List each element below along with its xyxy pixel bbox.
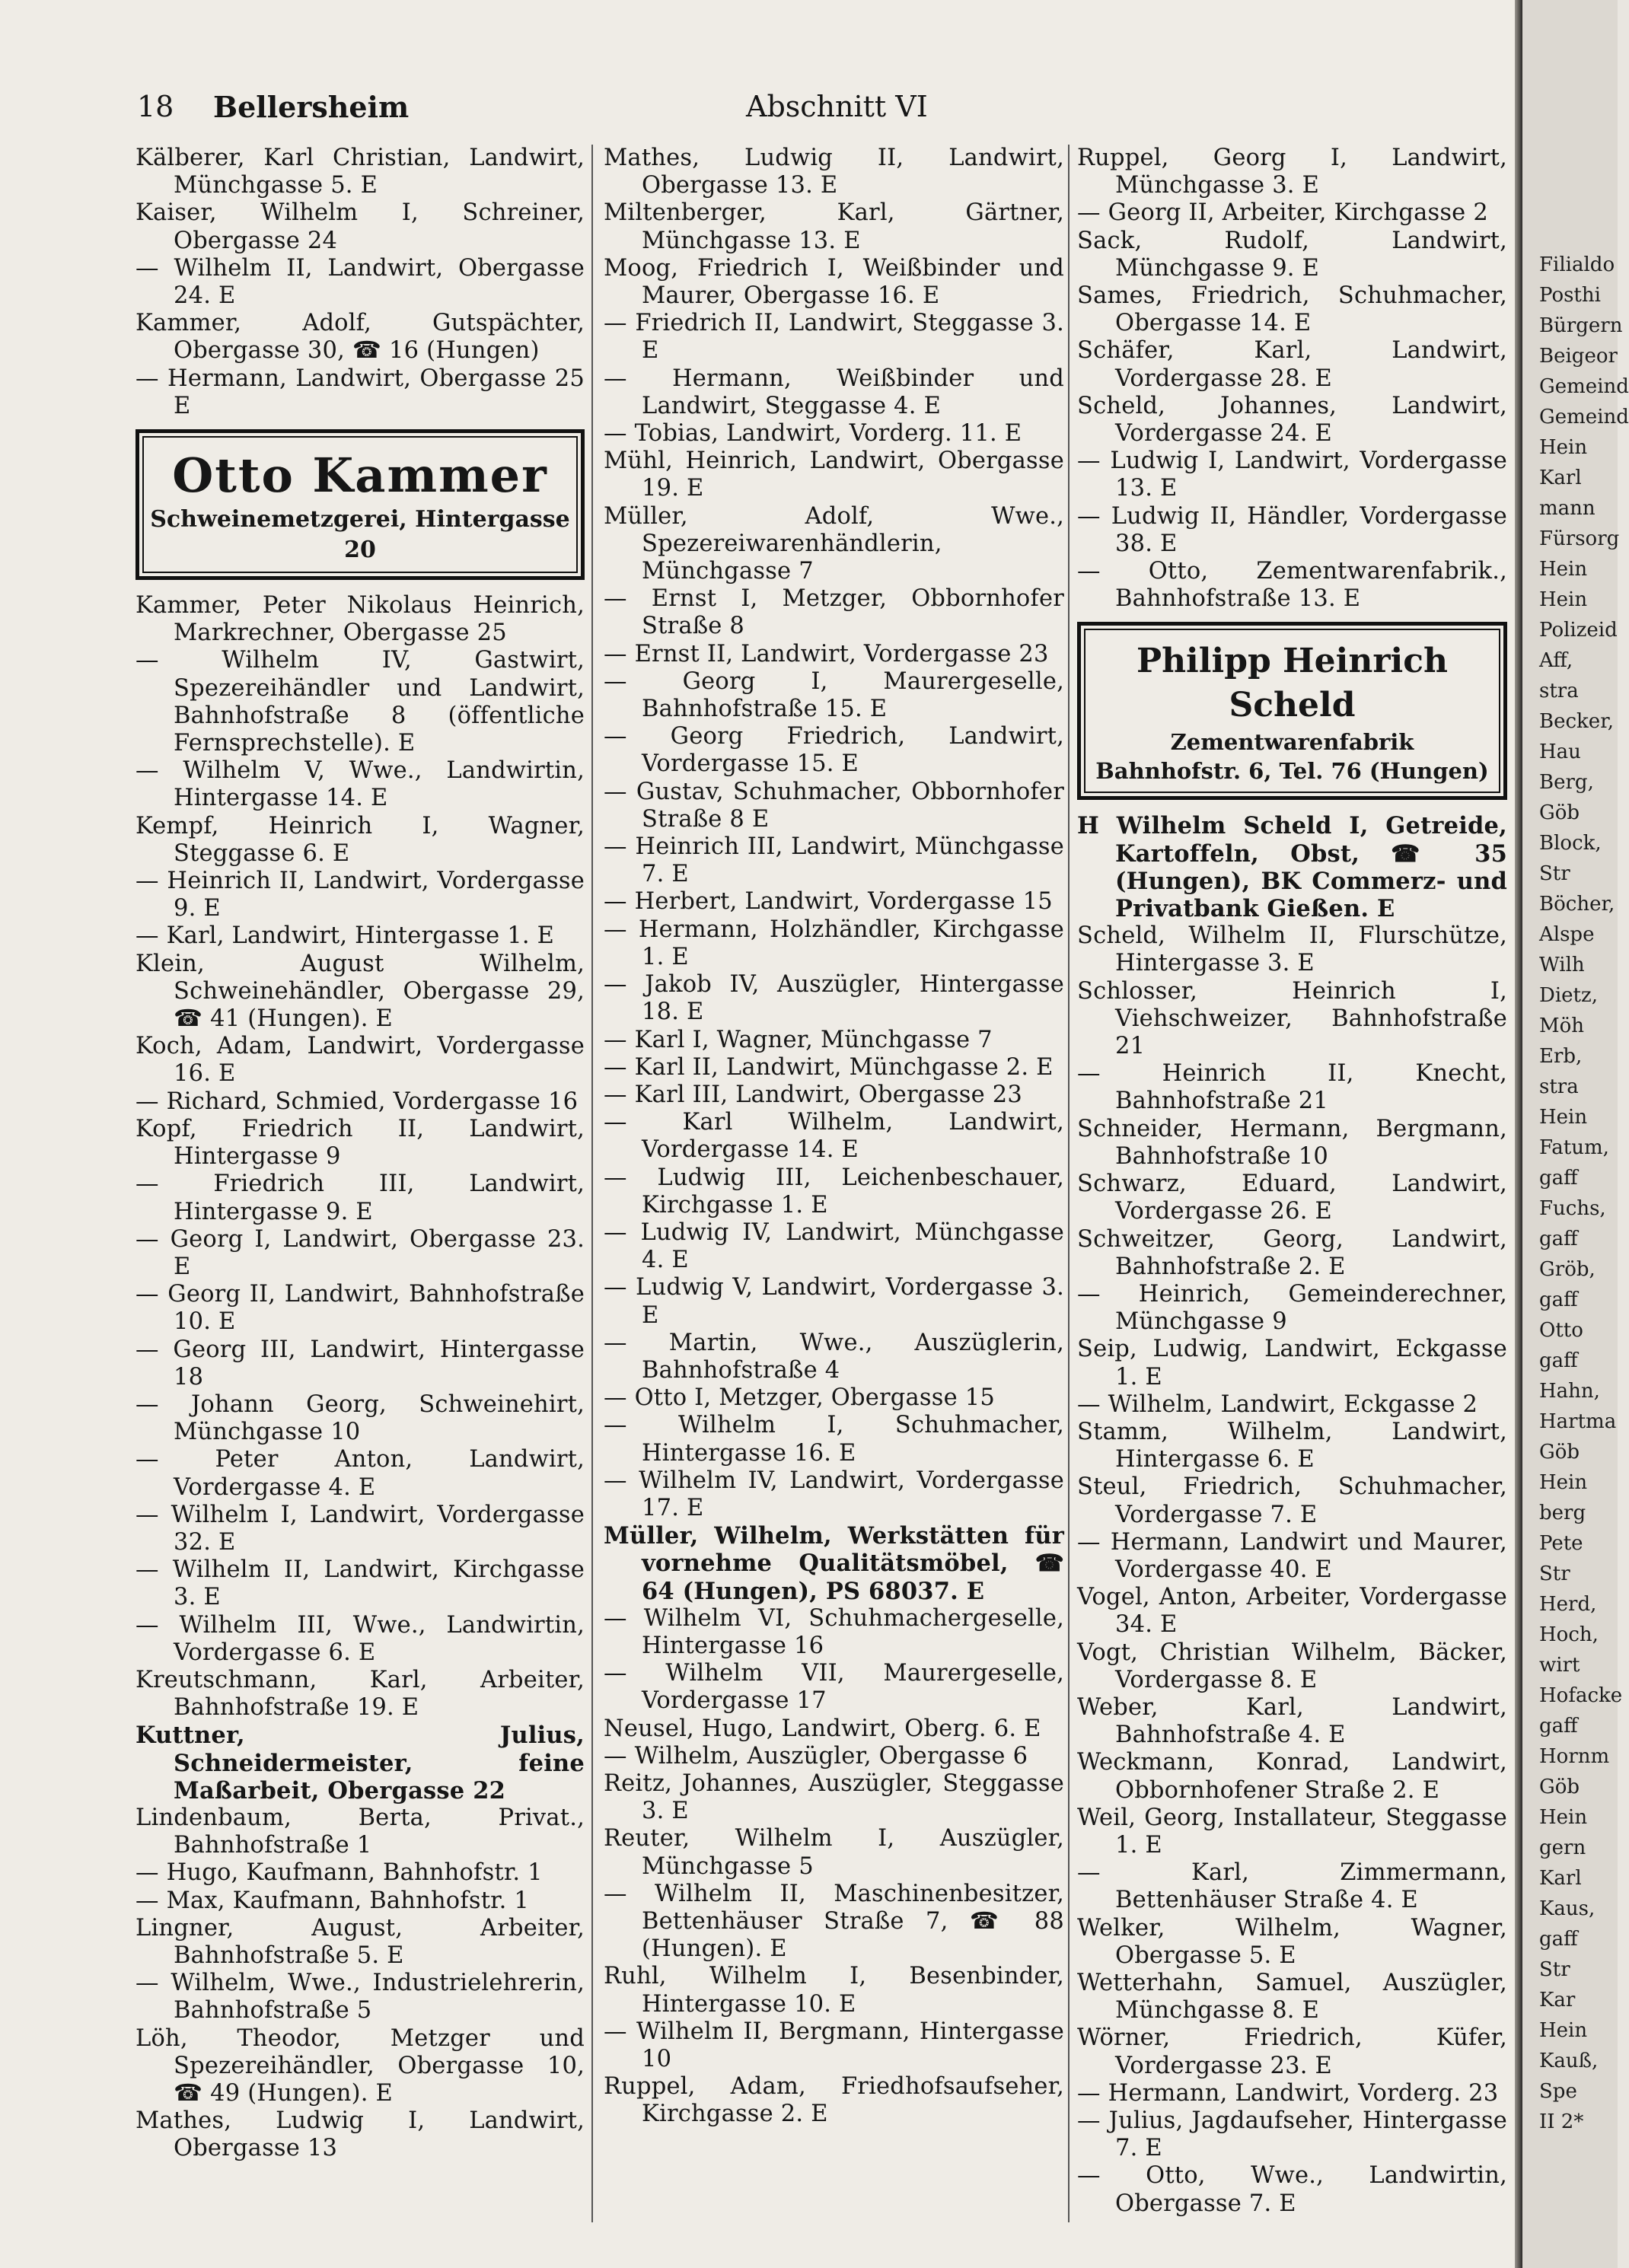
fragment-text: gaff	[1539, 1288, 1578, 1311]
fragment-text: Kar	[1539, 1989, 1576, 2012]
directory-entry: — Julius, Jagdaufseher, Hintergasse 7. E	[1077, 2107, 1507, 2162]
directory-entry: — Wilhelm III, Wwe., Landwirtin, Vordergasse 6. E	[135, 1611, 585, 1666]
page-header	[137, 90, 1500, 135]
directory-entry: Kreutschmann, Karl, Arbeiter, Bahnhofstraße 19. E	[135, 1666, 585, 1722]
adjacent-page-fragment	[1522, 0, 1629, 2268]
fragment-text: Fatum,	[1539, 1136, 1609, 1159]
directory-entry: — Otto, Wwe., Landwirtin, Obergasse 7. E	[1077, 2162, 1507, 2217]
fragment-text: mann	[1539, 497, 1596, 520]
fragment-text: Posthi	[1539, 284, 1601, 307]
fragment-text: Block,	[1539, 832, 1602, 855]
column-divider	[591, 145, 593, 2222]
fragment-text: Kaus,	[1539, 1897, 1596, 1920]
fragment-text: gaff	[1539, 1928, 1578, 1951]
directory-entry: Weil, Georg, Installateur, Steggasse 1. E	[1077, 1804, 1507, 1859]
directory-entry: Kammer, Peter Nikolaus Heinrich, Markrechner, Obergasse 25	[135, 592, 585, 647]
fragment-text: Göb	[1539, 1441, 1580, 1464]
fragment-text: Hein	[1539, 1806, 1588, 1829]
bold-entry: Kuttner, Julius, Schneidermeister, feine Maßarbeit, Obergasse 22	[135, 1722, 585, 1805]
fragment-text: Herd,	[1539, 1593, 1597, 1616]
directory-entry: — Karl II, Landwirt, Münchgasse 2. E	[604, 1053, 1054, 1081]
column-1	[135, 145, 585, 2245]
directory-entry: Ruppel, Georg I, Landwirt, Münchgasse 3. E	[1077, 145, 1507, 199]
directory-entry: — Friedrich III, Landwirt, Hintergasse 9. E	[135, 1171, 585, 1225]
directory-entry: Schäfer, Karl, Landwirt, Vordergasse 28. E	[1077, 337, 1507, 392]
directory-entry: Vogt, Christian Wilhelm, Bäcker, Vordergasse 8. E	[1077, 1639, 1507, 1693]
fragment-text: Hartma	[1539, 1410, 1617, 1433]
ad-otto-kammer	[135, 429, 585, 580]
directory-entry: — Jakob IV, Auszügler, Hintergasse 18. E	[604, 971, 1064, 1026]
directory-entry: Koch, Adam, Landwirt, Vordergasse 16. E	[135, 1033, 585, 1088]
fragment-text: Hein	[1539, 588, 1588, 611]
entry-list-1b	[135, 592, 585, 1722]
directory-entry: — Ludwig I, Landwirt, Vordergasse 13. E	[1077, 448, 1507, 502]
fragment-text: Hau	[1539, 741, 1581, 763]
fragment-text: Hofacke	[1539, 1684, 1623, 1707]
directory-entry: — Ludwig V, Landwirt, Vordergasse 3. E	[604, 1274, 1064, 1329]
directory-entry: Scheld, Wilhelm II, Flurschütze, Hintergasse 3. E	[1077, 922, 1507, 977]
directory-entry: — Hermann, Landwirt, Vorderg. 23	[1077, 2079, 1499, 2107]
directory-entry: — Johann Georg, Schweinehirt, Münchgasse 10	[135, 1390, 585, 1446]
fragment-text: Berg,	[1539, 771, 1594, 794]
fragment-text: Gemeind	[1539, 375, 1629, 398]
fragment-text: Filialdo	[1539, 253, 1615, 276]
bold-entry: H Wilhelm Scheld I, Getreide, Kartoffeln, Obst, ☎ 35 (Hungen), BK Commerz- und Privatbank Gießen. E	[1077, 812, 1507, 923]
directory-entry: Vogel, Anton, Arbeiter, Vordergasse 34. E	[1077, 1584, 1507, 1639]
fragment-text: wirt	[1539, 1654, 1580, 1677]
entry-list-1a	[135, 145, 585, 420]
directory-entry: — Ludwig IV, Landwirt, Münchgasse 4. E	[604, 1218, 1064, 1274]
directory-entry: — Wilhelm VII, Maurergeselle, Vordergasse 17	[604, 1660, 1064, 1715]
directory-entry: — Wilhelm II, Landwirt, Obergasse 24. E	[135, 254, 585, 310]
fragment-text: Karl	[1539, 1867, 1582, 1890]
directory-entry: — Georg I, Landwirt, Obergasse 23. E	[135, 1225, 585, 1280]
directory-entry: — Ernst I, Metzger, Obbornhofer Straße 8	[604, 585, 1064, 640]
directory-entry: — Wilhelm II, Bergmann, Hintergasse 10	[604, 2018, 1064, 2073]
directory-entry: — Heinrich II, Landwirt, Vordergasse 9. E	[135, 868, 585, 922]
directory-entry: Steul, Friedrich, Schuhmacher, Vordergasse 7. E	[1077, 1473, 1507, 1528]
directory-entry: Moog, Friedrich I, Weißbinder und Maurer, Obergasse 16. E	[604, 254, 1064, 310]
fragment-text: Gemeind	[1539, 406, 1629, 428]
ad-title: Otto Kammer	[172, 448, 548, 504]
directory-entry: — Gustav, Schuhmacher, Obbornhofer Straße 8 E	[604, 778, 1064, 833]
directory-entry: — Karl I, Wagner, Münchgasse 7	[604, 1026, 993, 1053]
directory-entry: — Wilhelm VI, Schuhmachergeselle, Hintergasse 16	[604, 1604, 1064, 1659]
directory-entry: Weber, Karl, Landwirt, Bahnhofstraße 4. E	[1077, 1693, 1507, 1749]
directory-entry: — Wilhelm II, Landwirt, Kirchgasse 3. E	[135, 1556, 585, 1611]
column-2	[604, 145, 1064, 2245]
directory-entry: Kammer, Adolf, Gutspächter, Obergasse 30, ☎ 16 (Hungen)	[135, 310, 585, 365]
fragment-text: Becker,	[1539, 710, 1615, 733]
entry-list-2b	[604, 1605, 1064, 2129]
book-gutter	[1515, 0, 1522, 2268]
bold-entry: Müller, Wilhelm, Werkstätten für vornehme Qualitätsmöbel, ☎ 64 (Hungen), PS 68037. E	[604, 1522, 1064, 1605]
directory-entry: — Martin, Wwe., Auszüglerin, Bahnhofstraße 4	[604, 1329, 1064, 1384]
directory-entry: Kälberer, Karl Christian, Landwirt, Münchgasse 5. E	[135, 145, 585, 199]
fragment-text: Polizeid	[1539, 619, 1618, 642]
directory-entry: — Hermann, Weißbinder und Landwirt, Steggasse 4. E	[604, 365, 1064, 419]
fragment-text: Beigeor	[1539, 345, 1618, 368]
directory-entry: Mathes, Ludwig I, Landwirt, Obergasse 13	[135, 2107, 585, 2162]
fragment-text: Pete	[1539, 1532, 1583, 1555]
directory-entry: — Peter Anton, Landwirt, Vordergasse 4. E	[135, 1446, 585, 1501]
fragment-text: stra	[1539, 680, 1579, 702]
fragment-text: Hein	[1539, 1106, 1588, 1129]
directory-entry: Neusel, Hugo, Landwirt, Oberg. 6. E	[604, 1715, 1041, 1742]
directory-entry: Welker, Wilhelm, Wagner, Obergasse 5. E	[1077, 1914, 1507, 1969]
fragment-text: Böcher,	[1539, 893, 1615, 916]
fragment-text: Hein	[1539, 558, 1588, 581]
directory-entry: Ruppel, Adam, Friedhofsaufseher, Kirchgasse 2. E	[604, 2073, 1064, 2128]
directory-entry: — Wilhelm, Auszügler, Obergasse 6	[604, 1742, 1028, 1769]
fragment-text: Gröb,	[1539, 1258, 1596, 1281]
directory-entry: — Wilhelm IV, Landwirt, Vordergasse 17. E	[604, 1467, 1064, 1521]
directory-entry: — Heinrich, Gemeinderechner, Münchgasse 9	[1077, 1280, 1507, 1336]
directory-entry: — Tobias, Landwirt, Vorderg. 11. E	[604, 420, 1022, 448]
directory-entry: Wetterhahn, Samuel, Auszügler, Münchgasse 8. E	[1077, 1969, 1507, 2024]
directory-entry: — Georg II, Arbeiter, Kirchgasse 2	[1077, 199, 1488, 227]
directory-entry: Kempf, Heinrich I, Wagner, Steggasse 6. E	[135, 812, 585, 867]
ad-title: Philipp Heinrich Scheld	[1136, 642, 1449, 725]
fragment-text: II 2*	[1539, 2110, 1584, 2133]
directory-entry: Mühl, Heinrich, Landwirt, Obergasse 19. E	[604, 448, 1064, 502]
fragment-text: Aff,	[1539, 649, 1573, 672]
directory-entry: — Georg I, Maurergeselle, Bahnhofstraße 15. E	[604, 667, 1064, 723]
directory-entry: — Georg Friedrich, Landwirt, Vordergasse 15. E	[604, 723, 1064, 778]
directory-entry: Miltenberger, Karl, Gärtner, Münchgasse 13. E	[604, 199, 1064, 254]
directory-entry: — Hugo, Kaufmann, Bahnhofstr. 1	[135, 1859, 543, 1887]
directory-entry: — Karl Wilhelm, Landwirt, Vordergasse 14. E	[604, 1109, 1064, 1164]
ad-line-2: Bahnhofstr. 6, Tel. 76 (Hungen)	[1095, 758, 1489, 785]
ad-philipp-heinrich-scheld	[1077, 622, 1507, 800]
directory-entry: Klein, August Wilhelm, Schweinehändler, Obergasse 29, ☎ 41 (Hungen). E	[135, 950, 585, 1033]
directory-entry: — Georg II, Landwirt, Bahnhofstraße 10. E	[135, 1281, 585, 1336]
directory-entry: — Ludwig III, Leichenbeschauer, Kirchgasse 1. E	[604, 1164, 1064, 1218]
directory-entry: Löh, Theodor, Metzger und Spezereihändler, Obergasse 10, ☎ 49 (Hungen). E	[135, 2024, 585, 2107]
directory-entry: Reitz, Johannes, Auszügler, Steggasse 3. E	[604, 1769, 1064, 1825]
directory-entry: Kaiser, Wilhelm I, Schreiner, Obergasse 24	[135, 199, 585, 254]
directory-entry: — Max, Kaufmann, Bahnhofstr. 1	[135, 1887, 529, 1914]
entry-list-1c	[135, 1805, 585, 2163]
directory-entry: Schlosser, Heinrich I, Viehschweizer, Bahnhofstraße 21	[1077, 977, 1507, 1060]
fragment-text: Hein	[1539, 2019, 1588, 2042]
fragment-text: Bürgern	[1539, 314, 1623, 337]
directory-entry: Sack, Rudolf, Landwirt, Münchgasse 9. E	[1077, 227, 1507, 282]
directory-entry: — Wilhelm, Wwe., Industrielehrerin, Bahnhofstraße 5	[135, 1970, 585, 2024]
fragment-text: Hein	[1539, 1471, 1588, 1494]
directory-entry: — Heinrich III, Landwirt, Münchgasse 7. E	[604, 833, 1064, 888]
directory-entry: — Wilhelm IV, Gastwirt, Spezereihändler und Landwirt, Bahnhofstraße 8 (öffentliche Fernsprechstelle). E	[135, 647, 585, 757]
column-divider	[1068, 145, 1070, 2222]
directory-entry: — Richard, Schmied, Vordergasse 16	[135, 1088, 579, 1115]
fragment-text: Göb	[1539, 801, 1580, 824]
directory-entry: — Hermann, Landwirt und Maurer, Vordergasse 40. E	[1077, 1528, 1507, 1583]
directory-entry: Schneider, Hermann, Bergmann, Bahnhofstraße 10	[1077, 1115, 1507, 1170]
directory-entry: — Wilhelm I, Schuhmacher, Hintergasse 16. E	[604, 1412, 1064, 1467]
entry-list-2a	[604, 145, 1064, 1522]
directory-entry: Ruhl, Wilhelm I, Besenbinder, Hintergasse 10. E	[604, 1963, 1064, 2018]
directory-entry: Lingner, August, Arbeiter, Bahnhofstraße 5. E	[135, 1914, 585, 1969]
directory-entry: — Otto I, Metzger, Obergasse 15	[604, 1384, 995, 1412]
directory-entry: — Hermann, Landwirt, Obergasse 25 E	[135, 365, 585, 419]
fragment-text: stra	[1539, 1075, 1579, 1098]
directory-entry: Scheld, Johannes, Landwirt, Vordergasse 24. E	[1077, 392, 1507, 448]
ad-line-1: Zementwarenfabrik	[1170, 729, 1414, 756]
fragment-text: Str	[1539, 1958, 1570, 1981]
directory-entry: — Hermann, Holzhändler, Kirchgasse 1. E	[604, 916, 1064, 970]
fragment-text: Kauß,	[1539, 2050, 1599, 2072]
fragment-text: Hornm	[1539, 1745, 1610, 1768]
fragment-text: Hein	[1539, 436, 1588, 459]
directory-entry: Sames, Friedrich, Schuhmacher, Obergasse 14. E	[1077, 282, 1507, 337]
fragment-text: Dietz,	[1539, 984, 1598, 1007]
directory-entry: — Georg III, Landwirt, Hintergasse 18	[135, 1336, 585, 1390]
directory-entry: Schwarz, Eduard, Landwirt, Vordergasse 26. E	[1077, 1171, 1507, 1225]
fragment-text: Göb	[1539, 1776, 1580, 1798]
page-number: 18	[137, 90, 174, 123]
fragment-text: gaff	[1539, 1167, 1578, 1190]
directory-entry: — Otto, Zementwarenfabrik., Bahnhofstraße 13. E	[1077, 558, 1507, 613]
directory-entry: — Karl, Landwirt, Hintergasse 1. E	[135, 922, 555, 950]
fragment-text: berg	[1539, 1502, 1586, 1524]
directory-entry: Reuter, Wilhelm I, Auszügler, Münchgasse 5	[604, 1825, 1064, 1880]
directory-entry: — Wilhelm, Landwirt, Eckgasse 2	[1077, 1390, 1478, 1418]
directory-entry: Schweitzer, Georg, Landwirt, Bahnhofstraße 2. E	[1077, 1225, 1507, 1280]
directory-entry: — Karl, Zimmermann, Bettenhäuser Straße 4. E	[1077, 1859, 1507, 1914]
directory-entry: — Friedrich II, Landwirt, Steggasse 3. E	[604, 310, 1064, 365]
directory-entry: Wörner, Friedrich, Küfer, Vordergasse 23. E	[1077, 2024, 1507, 2079]
fragment-text: gaff	[1539, 1349, 1578, 1372]
directory-entry: — Herbert, Landwirt, Vordergasse 15	[604, 888, 1053, 916]
fragment-text: Erb,	[1539, 1045, 1583, 1068]
fragment-text: gaff	[1539, 1228, 1578, 1250]
fragment-text: Fürsorg	[1539, 527, 1620, 550]
directory-entry: — Wilhelm II, Maschinenbesitzer, Bettenhäuser Straße 7, ☎ 88 (Hungen). E	[604, 1880, 1064, 1963]
directory-entry: — Ludwig II, Händler, Vordergasse 38. E	[1077, 502, 1507, 557]
fragment-text: Hoch,	[1539, 1623, 1599, 1646]
directory-entry: — Heinrich II, Knecht, Bahnhofstraße 21	[1077, 1060, 1507, 1115]
entry-list-3a	[1077, 145, 1507, 613]
fragment-text: Möh	[1539, 1015, 1585, 1037]
directory-entry: — Wilhelm V, Wwe., Landwirtin, Hintergasse 14. E	[135, 757, 585, 812]
directory-entry: Seip, Ludwig, Landwirt, Eckgasse 1. E	[1077, 1336, 1507, 1390]
directory-entry: Mathes, Ludwig II, Landwirt, Obergasse 13. E	[604, 145, 1064, 199]
fragment-text: Alspe	[1539, 923, 1595, 946]
directory-entry: — Wilhelm I, Landwirt, Vordergasse 32. E	[135, 1501, 585, 1556]
fragment-text: Otto	[1539, 1319, 1583, 1342]
directory-entry: Kopf, Friedrich II, Landwirt, Hintergasse 9	[135, 1115, 585, 1171]
directory-entry: — Karl III, Landwirt, Obergasse 23	[604, 1081, 1022, 1108]
directory-entry: Müller, Adolf, Wwe., Spezereiwarenhändlerin, Münchgasse 7	[604, 502, 1064, 585]
ad-subtitle: Schweinemetzgerei, Hintergasse 20	[150, 506, 570, 564]
column-3	[1077, 145, 1507, 2245]
fragment-text: Karl	[1539, 467, 1582, 489]
directory-entry: Weckmann, Konrad, Landwirt, Obbornhofener Straße 2. E	[1077, 1749, 1507, 1804]
place-title: Bellersheim	[213, 90, 410, 124]
fragment-text: gaff	[1539, 1715, 1578, 1738]
fragment-text: Hahn,	[1539, 1380, 1600, 1403]
section-title: Abschnitt VI	[746, 90, 928, 123]
fragment-text: Str	[1539, 1562, 1570, 1585]
directory-entry: Lindenbaum, Berta, Privat., Bahnhofstraße 1	[135, 1804, 585, 1859]
fragment-text: Str	[1539, 862, 1570, 885]
entry-list-3b	[1077, 922, 1507, 2218]
fragment-text: gern	[1539, 1836, 1586, 1859]
fragment-text: Wilh	[1539, 954, 1585, 976]
fragment-text: Fuchs,	[1539, 1197, 1606, 1220]
directory-entry: — Ernst II, Landwirt, Vordergasse 23	[604, 640, 1049, 667]
directory-entry: Stamm, Wilhelm, Landwirt, Hintergasse 6. E	[1077, 1418, 1507, 1473]
fragment-text: Spe	[1539, 2080, 1577, 2103]
